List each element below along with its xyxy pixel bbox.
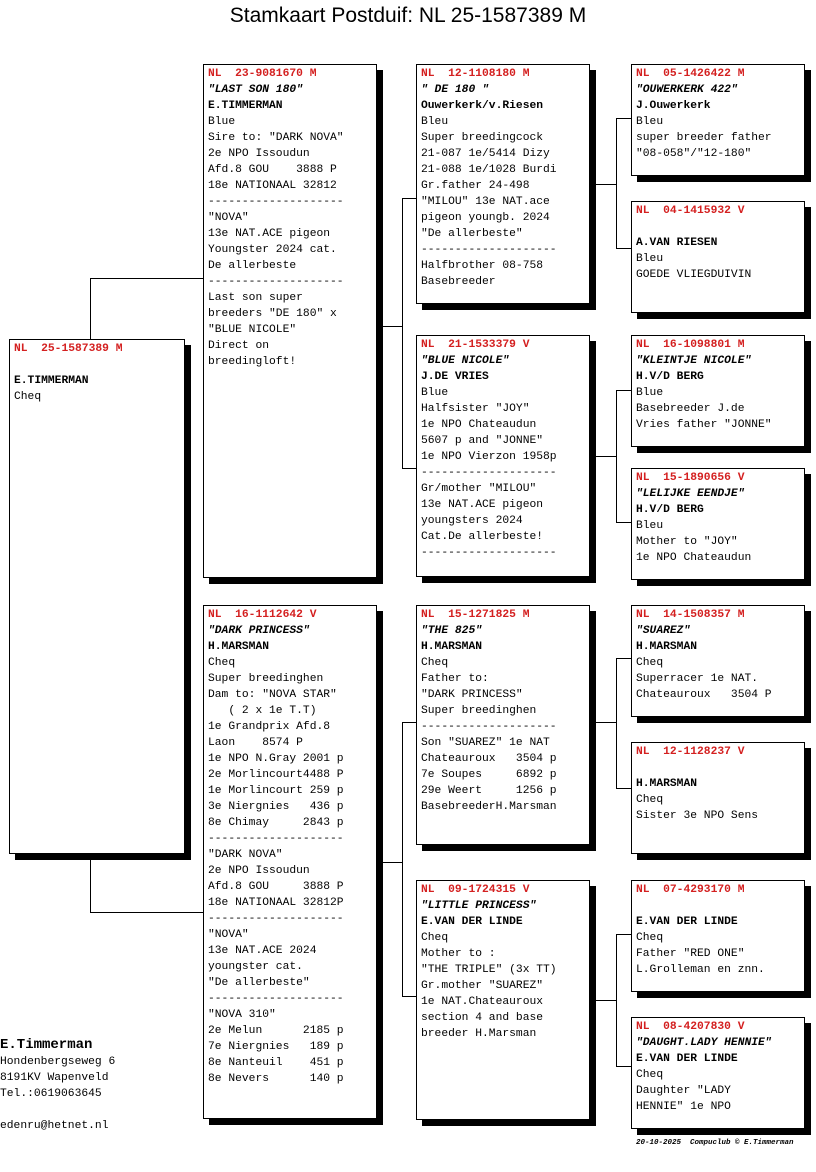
breeder-name: A.VAN RIESEN	[636, 237, 718, 249]
breeder-name: H.MARSMAN	[208, 641, 270, 653]
info-line: 7e Niergnies 189 p	[208, 1041, 344, 1053]
info-line: Sire to: "DARK NOVA"	[208, 132, 344, 144]
info-line: 21-087 1e/5414 Dizy	[421, 148, 550, 160]
info-line: Gr.mother "SUAREZ"	[421, 980, 544, 992]
pigeon-name: "DAUGHT.LADY HENNIE"	[636, 1037, 772, 1049]
info-line: Basebreeder J.de	[636, 403, 745, 415]
info-line: 29e Weert 1256 p	[421, 785, 557, 797]
connector-line	[596, 456, 616, 457]
breeder-name: J.Ouwerkerk	[636, 100, 711, 112]
info-line: --------------------	[208, 276, 344, 288]
connector-line	[616, 248, 632, 249]
pigeon-name: "KLEINTJE NICOLE"	[636, 355, 752, 367]
breeder-name: E.TIMMERMAN	[208, 100, 283, 112]
pigeon-name: "BLUE NICOLE"	[421, 355, 510, 367]
info-line: "MILOU" 13e NAT.ace	[421, 196, 550, 208]
info-line: Father to:	[421, 673, 489, 685]
info-line: Chateauroux 3504 p	[421, 753, 557, 765]
info-line: section 4 and base	[421, 1012, 544, 1024]
pigeon-card-dam-sire	[416, 605, 590, 845]
info-line: 2e NPO Issoudun	[208, 148, 310, 160]
footer-date: 20-10-2025	[636, 1139, 682, 1147]
info-line: Blue	[421, 387, 449, 399]
connector-line	[382, 326, 402, 327]
breeder-name: H.MARSMAN	[421, 641, 483, 653]
info-line: Last son super	[208, 292, 303, 304]
spacer	[14, 357, 180, 373]
info-line: Son "SUAREZ" 1e NAT	[421, 737, 550, 749]
pigeon-card-dsd	[631, 742, 805, 854]
footer	[636, 1139, 794, 1147]
info-line: ( 2 x 1e T.T)	[208, 705, 317, 717]
pigeon-card-sss	[631, 64, 805, 176]
info-line: Superracer 1e NAT.	[636, 673, 759, 685]
info-line: breeders "DE 180" x	[208, 308, 337, 320]
ring-number: NL 07-4293170 M	[636, 884, 745, 896]
info-line: Cheq	[208, 657, 236, 669]
pigeon-card-dam	[203, 605, 377, 1119]
pigeon-card-sds	[631, 335, 805, 447]
info-line: Cheq	[421, 932, 449, 944]
pigeon-name: "LAST SON 180"	[208, 84, 303, 96]
info-line: Father "RED ONE"	[636, 948, 745, 960]
info-line: "NOVA"	[208, 212, 249, 224]
info-line: 3e Niergnies 436 p	[208, 801, 344, 813]
info-line: Blue	[636, 387, 664, 399]
info-line: --------------------	[208, 993, 344, 1005]
pigeon-name	[636, 219, 800, 235]
info-line: --------------------	[421, 244, 557, 256]
info-line: 1e NAT.Chateauroux	[421, 996, 544, 1008]
info-line: 1e NPO N.Gray 2001 p	[208, 753, 344, 765]
info-line: "De allerbeste"	[208, 977, 310, 989]
connector-line	[616, 934, 617, 1066]
info-line: 13e NAT.ACE pigeon	[421, 499, 544, 511]
connector-line	[596, 722, 616, 723]
info-line: Basebreeder	[421, 276, 496, 288]
connector-line	[90, 278, 91, 340]
breeder-name: H.MARSMAN	[636, 641, 698, 653]
info-line: 1e Grandprix Afd.8	[208, 721, 331, 733]
info-line: --------------------	[208, 833, 344, 845]
ring-number: NL 23-9081670 M	[208, 68, 317, 80]
info-line: Cat.De allerbeste!	[421, 531, 544, 543]
ring-number: NL 16-1098801 M	[636, 339, 745, 351]
info-line: 1e NPO Chateaudun	[636, 552, 752, 564]
info-line: 1e Morlincourt 259 p	[208, 785, 344, 797]
breeder-name: E.VAN DER LINDE	[421, 916, 523, 928]
connector-line	[90, 850, 91, 912]
connector-line	[402, 996, 417, 997]
info-line: 18e NATIONAAL 32812	[208, 180, 337, 192]
info-line: Vries father "JONNE"	[636, 419, 772, 431]
ring-number: NL 25-1587389 M	[14, 343, 123, 355]
info-line: L.Grolleman en znn.	[636, 964, 765, 976]
info-line: HENNIE" 1e NPO	[636, 1101, 731, 1113]
info-line: Super breedinghen	[208, 673, 324, 685]
owner-name: E.Timmerman	[0, 1037, 93, 1053]
owner-city: 8191KV Wapenveld	[0, 1072, 109, 1084]
info-line: 2e Melun 2185 p	[208, 1025, 344, 1037]
breeder-name: E.TIMMERMAN	[14, 375, 89, 387]
connector-line	[402, 722, 417, 723]
info-line: 2e Morlincourt4488 P	[208, 769, 344, 781]
info-line: Cheq	[421, 657, 449, 669]
connector-line	[596, 184, 616, 185]
page-title: Stamkaart Postduif: NL 25-1587389 M	[229, 4, 587, 27]
owner-email: edenru@hetnet.nl	[0, 1120, 109, 1132]
info-line: Chateauroux 3504 P	[636, 689, 772, 701]
ring-number: NL 15-1271825 M	[421, 609, 530, 621]
info-line: breeder H.Marsman	[421, 1028, 537, 1040]
breeder-name: Ouwerkerk/v.Riesen	[421, 100, 544, 112]
ring-number: NL 08-4207830 V	[636, 1021, 745, 1033]
pigeon-card-sire-sire	[416, 64, 590, 304]
pigeon-card-ssd	[631, 201, 805, 313]
info-line: "08-058"/"12-180"	[636, 148, 752, 160]
ring-number: NL 12-1128237 V	[636, 746, 745, 758]
info-line: GOEDE VLIEGDUIVIN	[636, 269, 752, 281]
info-line: "DARK PRINCESS"	[421, 689, 523, 701]
pigeon-card-subject	[9, 339, 185, 854]
info-line: 5607 p and "JONNE"	[421, 435, 544, 447]
pigeon-name: "SUAREZ"	[636, 625, 691, 637]
owner-info	[0, 1036, 115, 1134]
ring-number: NL 16-1112642 V	[208, 609, 317, 621]
info-line: Cheq	[636, 657, 664, 669]
pigeon-card-sire	[203, 64, 377, 578]
pigeon-name: "DARK PRINCESS"	[208, 625, 310, 637]
pigeon-name	[636, 760, 800, 776]
info-line: De allerbeste	[208, 260, 297, 272]
pigeon-name: "OUWERKERK 422"	[636, 84, 738, 96]
connector-line	[616, 934, 632, 935]
owner-address: Hondenbergseweg 6	[0, 1056, 116, 1068]
info-line: "THE TRIPLE" (3x TT)	[421, 964, 557, 976]
info-line: Bleu	[636, 253, 664, 265]
info-line: Bleu	[636, 520, 664, 532]
info-line: Dam to: "NOVA STAR"	[208, 689, 337, 701]
info-line: BasebreederH.Marsman	[421, 801, 557, 813]
info-line: Halfsister "JOY"	[421, 403, 530, 415]
info-line: Bleu	[636, 116, 664, 128]
info-line: Halfbrother 08-758	[421, 260, 544, 272]
connector-line	[402, 468, 417, 469]
info-line: --------------------	[421, 547, 557, 559]
connector-line	[616, 390, 617, 522]
connector-line	[382, 862, 402, 863]
connector-line	[402, 198, 417, 199]
ring-number: NL 05-1426422 M	[636, 68, 745, 80]
info-line: Super breedinghen	[421, 705, 537, 717]
ring-number: NL 14-1508357 M	[636, 609, 745, 621]
info-line: Bleu	[421, 116, 449, 128]
footer-credit: Compuclub © E.Timmerman	[690, 1139, 794, 1147]
info-line: --------------------	[421, 721, 557, 733]
connector-line	[90, 278, 204, 279]
info-line: "NOVA 310"	[208, 1009, 276, 1021]
connector-line	[616, 658, 617, 788]
info-line: "NOVA"	[208, 929, 249, 941]
info-line: Daughter "LADY	[636, 1085, 731, 1097]
info-line: Laon 8574 P	[208, 737, 303, 749]
info-line: Direct on	[208, 340, 270, 352]
info-line: Afd.8 GOU 3888 P	[208, 164, 337, 176]
info-line: 8e Nanteuil 451 p	[208, 1057, 344, 1069]
info-line: Cheq	[14, 391, 42, 403]
connector-line	[596, 1000, 616, 1001]
pigeon-name	[636, 898, 800, 914]
info-line: "De allerbeste"	[421, 228, 523, 240]
pigeon-name: " DE 180 "	[421, 84, 489, 96]
info-line: Sister 3e NPO Sens	[636, 810, 759, 822]
breeder-name: J.DE VRIES	[421, 371, 489, 383]
info-line: --------------------	[208, 196, 344, 208]
pigeon-card-dam-dam	[416, 880, 590, 1120]
ring-number: NL 04-1415932 V	[636, 205, 745, 217]
info-line: 7e Soupes 6892 p	[421, 769, 557, 781]
ring-number: NL 09-1724315 V	[421, 884, 530, 896]
pigeon-name: "THE 825"	[421, 625, 483, 637]
info-line: Gr.father 24-498	[421, 180, 530, 192]
info-line: youngster cat.	[208, 961, 303, 973]
breeder-name: H.MARSMAN	[636, 778, 698, 790]
pigeon-card-ddd	[631, 1017, 805, 1129]
info-line: 1e NPO Chateaudun	[421, 419, 537, 431]
ring-number: NL 21-1533379 V	[421, 339, 530, 351]
info-line: "BLUE NICOLE"	[208, 324, 297, 336]
info-line: breedingloft!	[208, 356, 297, 368]
connector-line	[616, 118, 632, 119]
owner-phone: Tel.:0619063645	[0, 1088, 102, 1100]
info-line: "DARK NOVA"	[208, 849, 283, 861]
info-line: --------------------	[421, 467, 557, 479]
info-line: 13e NAT.ACE 2024	[208, 945, 317, 957]
info-line: Mother to :	[421, 948, 496, 960]
info-line: 2e NPO Issoudun	[208, 865, 310, 877]
connector-line	[616, 658, 632, 659]
info-line: Super breedingcock	[421, 132, 544, 144]
info-line: Cheq	[636, 794, 664, 806]
info-line: Cheq	[636, 932, 664, 944]
pigeon-name: "LELIJKE EENDJE"	[636, 488, 745, 500]
pigeon-name: "LITTLE PRINCESS"	[421, 900, 537, 912]
info-line: 21-088 1e/1028 Burdi	[421, 164, 557, 176]
breeder-name: E.VAN DER LINDE	[636, 916, 738, 928]
breeder-name: H.V/D BERG	[636, 504, 704, 516]
connector-line	[402, 198, 403, 468]
pigeon-card-dds	[631, 880, 805, 992]
info-line: Mother to "JOY"	[636, 536, 738, 548]
info-line: Afd.8 GOU 3888 P	[208, 881, 344, 893]
info-line: 18e NATIONAAL 32812P	[208, 897, 344, 909]
connector-line	[616, 788, 632, 789]
pigeon-card-dss	[631, 605, 805, 717]
breeder-name: H.V/D BERG	[636, 371, 704, 383]
connector-line	[616, 118, 617, 248]
info-line: Blue	[208, 116, 236, 128]
info-line: Gr/mother "MILOU"	[421, 483, 537, 495]
info-line: 1e NPO Vierzon 1958p	[421, 451, 557, 463]
connector-line	[90, 912, 204, 913]
info-line: 8e Chimay 2843 p	[208, 817, 344, 829]
connector-line	[616, 1066, 632, 1067]
pigeon-card-sdd	[631, 468, 805, 580]
pigeon-card-sire-dam	[416, 335, 590, 577]
info-line: 8e Nevers 140 p	[208, 1073, 344, 1085]
info-line: Youngster 2024 cat.	[208, 244, 337, 256]
connector-line	[616, 390, 632, 391]
info-line: Cheq	[636, 1069, 664, 1081]
info-line: youngsters 2024	[421, 515, 523, 527]
ring-number: NL 12-1108180 M	[421, 68, 530, 80]
info-line: pigeon youngb. 2024	[421, 212, 550, 224]
info-line: super breeder father	[636, 132, 772, 144]
connector-line	[402, 722, 403, 996]
info-line: 13e NAT.ACE pigeon	[208, 228, 331, 240]
info-line: --------------------	[208, 913, 344, 925]
connector-line	[616, 522, 632, 523]
breeder-name: E.VAN DER LINDE	[636, 1053, 738, 1065]
ring-number: NL 15-1890656 V	[636, 472, 745, 484]
